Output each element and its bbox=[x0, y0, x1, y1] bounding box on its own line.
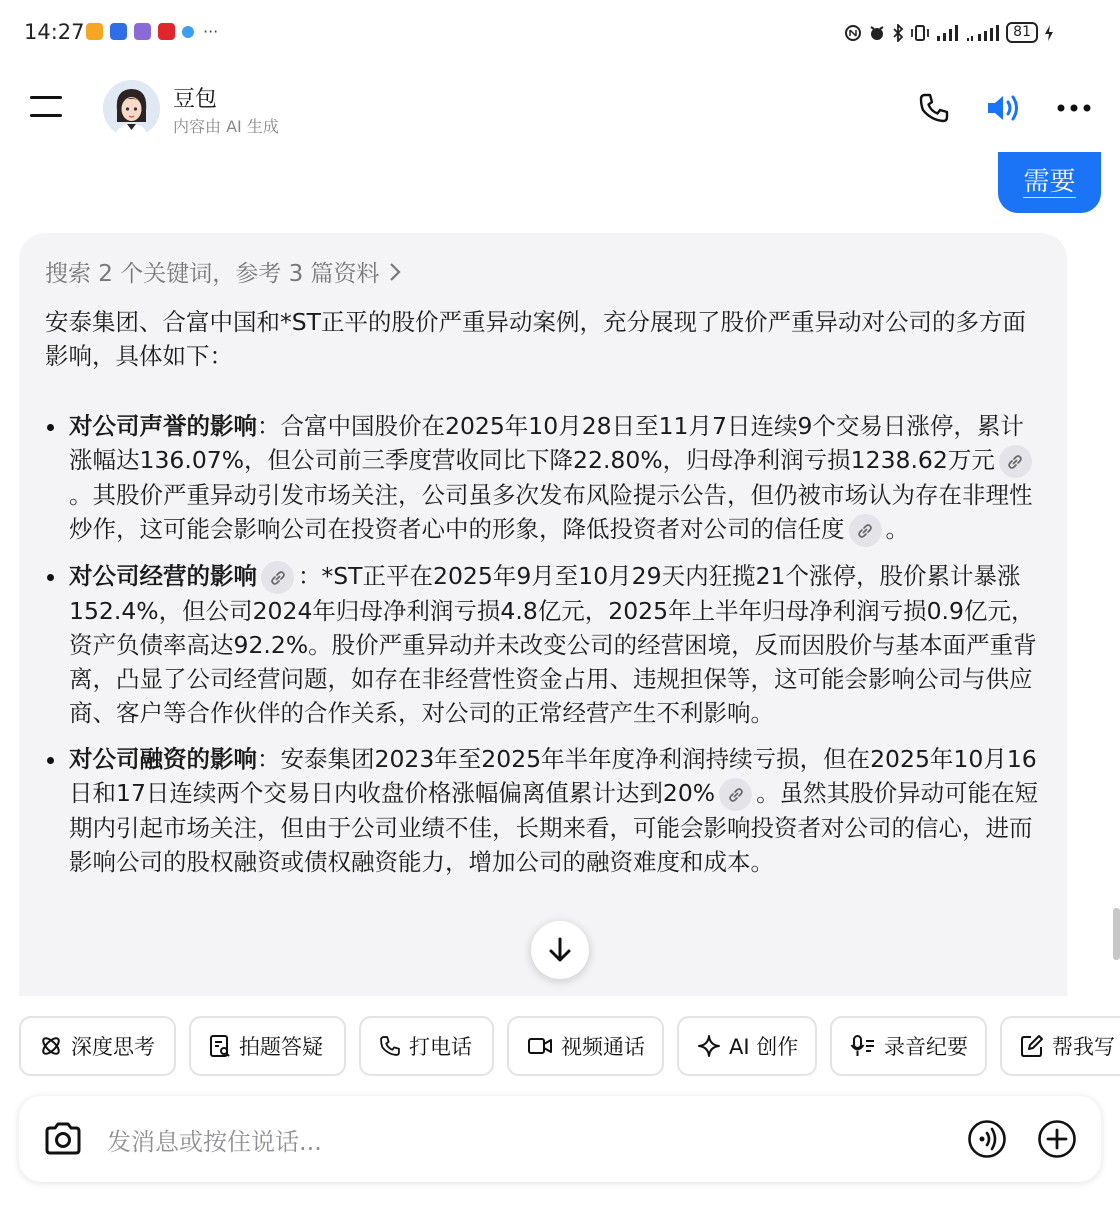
chip-recording-notes[interactable] bbox=[830, 1016, 987, 1076]
weibo-notification-icon bbox=[86, 23, 103, 40]
message-input-bar[interactable] bbox=[19, 1096, 1101, 1182]
signal-2-icon bbox=[966, 24, 1000, 42]
bot-avatar[interactable] bbox=[103, 80, 160, 137]
photo-question-icon bbox=[209, 1034, 231, 1058]
video-icon bbox=[527, 1036, 553, 1056]
bot-name: 豆包 bbox=[173, 87, 218, 112]
more-options-icon[interactable] bbox=[1054, 88, 1094, 128]
nfc-icon bbox=[844, 24, 862, 42]
speaker-icon[interactable] bbox=[984, 88, 1024, 128]
list-item-text: 。虽然其股价异动可能在短期内引起市场关注，但由于公司业绩不佳，长期来看，可能会影响投资者对公司的信心，进而影响公司的股权融资或债权融资能力，增加公司的融资难度和成本。 bbox=[69, 779, 1039, 876]
chip-photo-question[interactable] bbox=[189, 1016, 346, 1076]
list-item-financing bbox=[45, 742, 1045, 879]
game-notification-icon bbox=[134, 23, 151, 40]
intro-paragraph: 安泰集团、合富中国和*ST正平的股价严重异动案例，充分展现了股价严重异动对公司的多方面影响，具体如下： bbox=[45, 308, 1027, 370]
reference-link-icon[interactable] bbox=[719, 778, 752, 811]
list-item-title: 对公司融资的影响 bbox=[69, 745, 257, 773]
scroll-to-bottom-button[interactable] bbox=[531, 921, 589, 979]
chat-header bbox=[0, 64, 1120, 152]
phone-call-icon[interactable] bbox=[914, 88, 954, 128]
arrow-down-icon bbox=[547, 936, 573, 964]
sparkle-icon bbox=[697, 1034, 721, 1058]
system-status-icons bbox=[844, 22, 1054, 43]
deep-think-icon bbox=[39, 1034, 63, 1058]
phone-icon bbox=[379, 1035, 401, 1057]
list-item-text: ：合富中国股价在2025年10月28日至11月7日连续9个交易日涨停，累计涨幅达136.07%，但公司前三季度营收同比下降22.80%，归母净利润亏损1238.62万元 bbox=[69, 412, 1024, 474]
list-item-text: ：安泰集团2023年至2025年半年度净利润持续亏损，但在2025年10月16日和17日连续两个交易日内收盘价格涨幅偏离值累计达到20% bbox=[69, 745, 1037, 807]
reference-link-icon[interactable] bbox=[999, 445, 1032, 478]
chip-ai-create[interactable] bbox=[677, 1016, 817, 1076]
chip-label: 录音纪要 bbox=[884, 1035, 968, 1059]
edit-icon bbox=[1020, 1034, 1044, 1058]
list-item-text: 。其股价严重异动引发市场关注，公司虽多次发布风险提示公告，但仍被市场认为存在非理性炒作，这可能会影响公司在投资者心中的形象，降低投资者对公司的信任度 bbox=[69, 481, 1033, 543]
list-item-title: 对公司经营的影响 bbox=[69, 562, 257, 590]
search-references-toggle[interactable] bbox=[45, 255, 402, 288]
ai-message-card bbox=[19, 233, 1067, 996]
video-notification-icon bbox=[158, 23, 175, 40]
app-notification-icon bbox=[110, 23, 127, 40]
list-item-text: 。 bbox=[885, 515, 909, 543]
list-item-operations bbox=[45, 559, 1045, 730]
chip-help-write[interactable] bbox=[1000, 1016, 1120, 1076]
voice-input-icon[interactable] bbox=[965, 1117, 1009, 1161]
user-message-bubble[interactable] bbox=[998, 152, 1101, 213]
scrollbar[interactable] bbox=[1113, 908, 1120, 960]
chip-label: 视频通话 bbox=[561, 1035, 645, 1059]
notification-icons bbox=[86, 23, 218, 40]
chip-label: AI 创作 bbox=[729, 1035, 799, 1059]
charging-icon bbox=[1044, 24, 1054, 42]
add-attachment-icon[interactable] bbox=[1035, 1117, 1079, 1161]
user-message-text: 需要 bbox=[1023, 167, 1076, 197]
message-input[interactable]: 发消息或按住说话... bbox=[107, 1128, 322, 1156]
status-time: 14:27 bbox=[24, 20, 85, 44]
list-item-text: ：*ST正平在2025年9月至10月29天内狂揽21个涨停，股价累计暴涨152.4%，但公司2024年归母净利润亏损4.8亿元，2025年上半年归母净利润亏损0.9亿元，资产负债率高达92.2%。股价严重异动并未改变公司的经营困境，反而因股价与基本面严重背离，凸显了公司经营问题，如存在非经营性资金占用、违规担保等，这可能会影响公司与供应商、客户等合作伙伴的合作关系，对公司的正常经营产生不利影响。 bbox=[69, 562, 1037, 727]
reference-link-icon[interactable] bbox=[261, 561, 294, 594]
chip-deep-think[interactable] bbox=[19, 1016, 176, 1076]
bluetooth-icon bbox=[892, 24, 904, 42]
list-item-reputation bbox=[45, 409, 1045, 547]
vibrate-icon bbox=[910, 24, 930, 42]
ai-disclaimer: 内容由 AI 生成 bbox=[173, 117, 279, 136]
battery-indicator: 81 bbox=[1006, 22, 1038, 43]
more-notifications-icon: ··· bbox=[203, 22, 219, 41]
chip-phone-call[interactable] bbox=[359, 1016, 494, 1076]
reference-link-icon[interactable] bbox=[849, 514, 882, 547]
chip-label: 打电话 bbox=[409, 1035, 472, 1059]
ai-message-content bbox=[45, 305, 1045, 891]
chevron-right-icon bbox=[388, 261, 402, 283]
menu-icon[interactable] bbox=[30, 96, 64, 118]
chip-label: 拍题答疑 bbox=[239, 1035, 323, 1059]
alarm-icon bbox=[868, 24, 886, 42]
chip-label: 帮我写 bbox=[1052, 1035, 1115, 1059]
camera-icon[interactable] bbox=[41, 1117, 85, 1161]
search-summary: 搜索 2 个关键词，参考 3 篇资料 bbox=[45, 261, 380, 287]
list-item-title: 对公司声誉的影响 bbox=[69, 412, 257, 440]
chip-video-call[interactable] bbox=[507, 1016, 664, 1076]
status-bar bbox=[0, 0, 1120, 64]
quick-action-chips bbox=[19, 1016, 1120, 1076]
chip-label: 深度思考 bbox=[71, 1035, 155, 1059]
mic-notes-icon bbox=[850, 1034, 876, 1058]
signal-icon bbox=[936, 24, 960, 42]
search-notification-icon bbox=[182, 26, 194, 38]
